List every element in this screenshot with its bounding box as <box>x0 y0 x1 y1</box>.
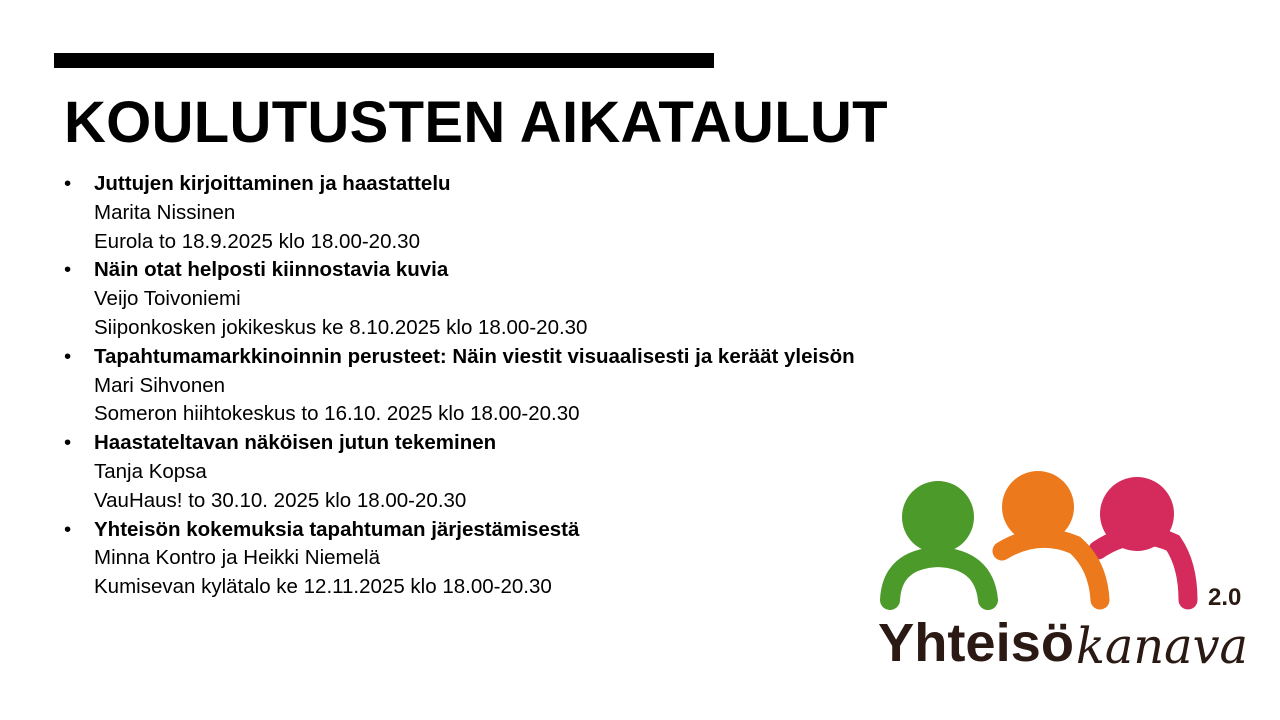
bullet: • <box>64 517 72 541</box>
course-schedule-list <box>64 170 855 602</box>
logo-wordmark-main: Yhteisö <box>878 613 1074 673</box>
list-item <box>64 256 855 342</box>
course-details: Eurola to 18.9.2025 klo 18.00-20.30 <box>94 229 420 253</box>
bullet: • <box>64 431 72 455</box>
course-trainer: Tanja Kopsa <box>94 459 207 483</box>
course-trainer: Minna Kontro ja Heikki Niemelä <box>94 546 380 570</box>
list-item <box>64 516 855 602</box>
green-figure-head <box>902 481 974 553</box>
bullet: • <box>64 172 72 195</box>
list-item <box>64 429 855 515</box>
logo-version: 2.0 <box>1208 584 1242 611</box>
people-figures-icon <box>890 471 1188 600</box>
course-details: Kumisevan kylätalo ke 12.11.2025 klo 18.00-20.30 <box>94 575 552 599</box>
bullet: • <box>64 344 72 368</box>
yhteisokanava-logo <box>870 465 1260 705</box>
course-title: Haastateltavan näköisen jutun tekeminen <box>94 431 497 455</box>
course-title: Juttujen kirjoittaminen ja haastattelu <box>94 172 451 195</box>
list-item <box>64 343 855 429</box>
course-title: Näin otat helposti kiinnostavia kuvia <box>94 258 449 282</box>
slide-title: KOULUTUSTEN AIKATAULUT <box>64 90 888 155</box>
course-title: Yhteisön kokemuksia tapahtuman järjestämisestä <box>94 517 580 541</box>
course-trainer: Veijo Toivoniemi <box>94 287 241 311</box>
green-figure-body <box>890 557 988 600</box>
list-item <box>64 170 855 256</box>
title-accent-bar <box>54 53 714 68</box>
course-details: VauHaus! to 30.10. 2025 klo 18.00-20.30 <box>94 488 467 512</box>
bullet: • <box>64 258 72 282</box>
course-trainer: Marita Nissinen <box>94 200 236 224</box>
course-trainer: Mari Sihvonen <box>94 373 226 397</box>
course-title: Tapahtumamarkkinoinnin perusteet: Näin viestit visuaalisesti ja keräät yleisön <box>94 344 855 368</box>
logo-wordmark-script: kanava <box>1076 617 1248 675</box>
course-details: Someron hiihtokeskus to 16.10. 2025 klo 18.00-20.30 <box>94 402 580 426</box>
orange-figure-body <box>1002 538 1100 600</box>
course-details: Siiponkosken jokikeskus ke 8.10.2025 klo 18.00-20.30 <box>94 315 588 339</box>
